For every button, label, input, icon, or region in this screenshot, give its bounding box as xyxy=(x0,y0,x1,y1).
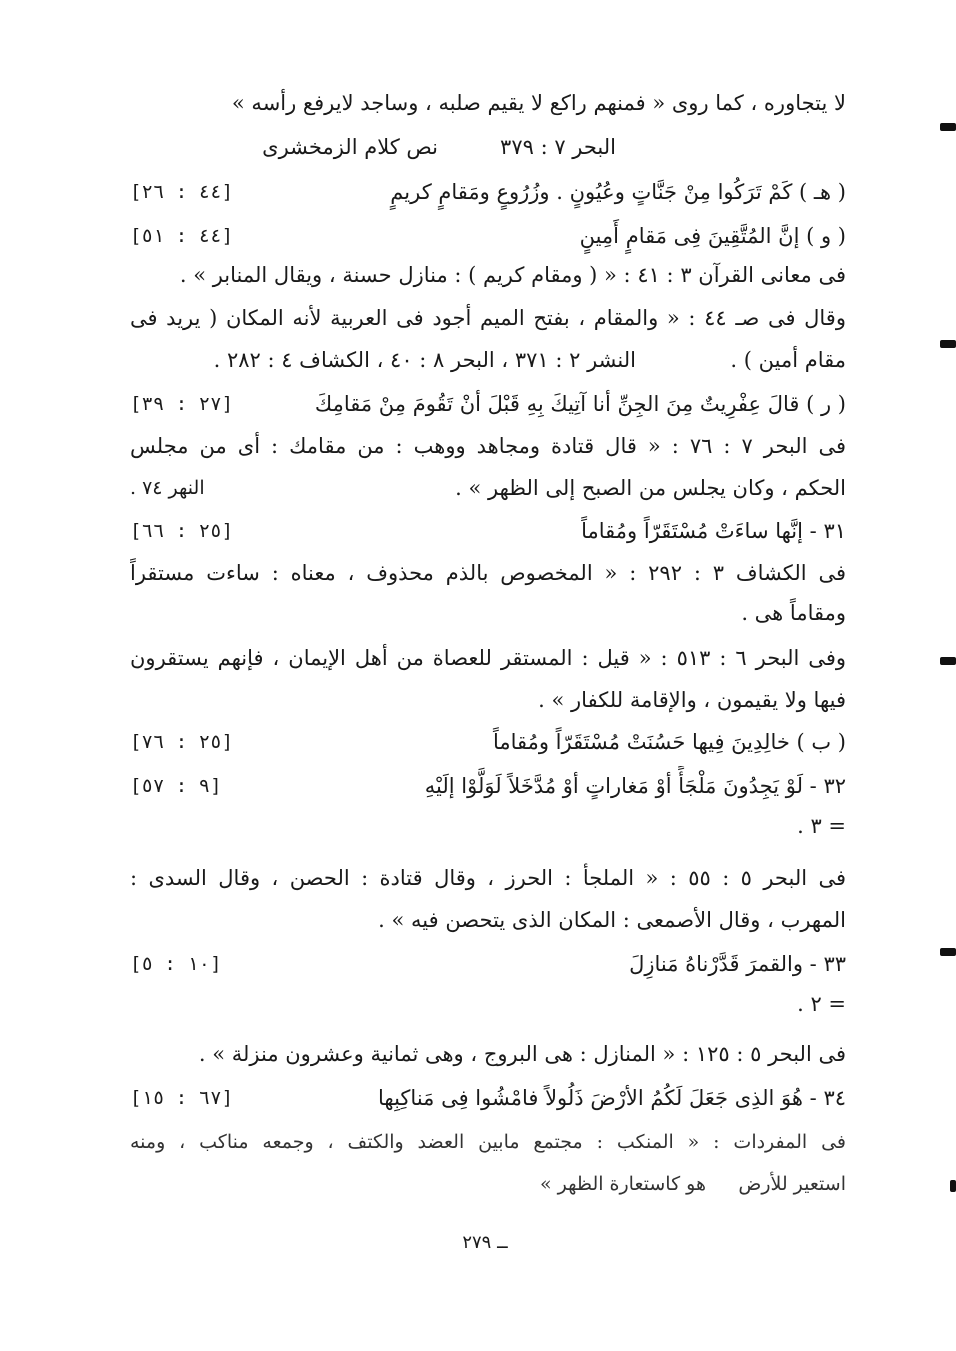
verse-line-34 xyxy=(130,1078,846,1118)
verse-text: ( هـ ) كَمْ تَرَكُوا مِنْ جَنَّاتٍ وعُيُونٍ . وزُرُوعٍ ومَقامٍ كريمٍ xyxy=(390,180,846,204)
verse-reference: [٢٥ : ٦٦] xyxy=(130,520,234,542)
page-number: ــ ٢٧٩ xyxy=(462,1232,508,1253)
text-line-1: لا يتجاوره ، كما روى « فمنهم راكع لا يقيم صلبه ، وساجد لايرفع رأسه » xyxy=(231,91,846,115)
note-text: الحكم ، وكان يجلس من الصبح إلى الظهر » . xyxy=(455,476,846,500)
text-line-maqaman: ومقاماً هى . xyxy=(741,601,846,625)
note-text-tail: هو كاستعارة الظهر » xyxy=(539,1173,706,1195)
verse-line-w xyxy=(130,216,846,256)
text-line-kashshaf: فى الكشاف ٣ : ٢٩٢ : « المخصوص بالذم محذوف ، معناه : ساءت مستقراً xyxy=(130,561,846,585)
count-line-3: = ٣ . xyxy=(797,814,846,838)
text-line-bahr-125: فى البحر ٥ : ١٢٥ : « المنازل : هى البروج ، وهى ثمانية وعشرون منزلة » . xyxy=(198,1042,846,1066)
verse-reference: [٢٥ : ٧٦] xyxy=(130,731,234,753)
margin-mark xyxy=(940,657,956,665)
verse-text: ٣١ - إنَّها ساءَتْ مُسْتَقَرّاً ومُقاماً xyxy=(581,519,846,543)
verse-reference: [٩ : ٥٧] xyxy=(130,775,222,797)
verse-text: ( ر ) قالَ عِفْرِيتٌ مِنَ الجِنِّ أنا آتِيكَ بِهِ قَبْلَ أنْ تَقُومَ مِنْ مَقامِكَ xyxy=(314,392,846,416)
verse-line-33 xyxy=(130,944,846,984)
text-line-qal: وقال فى صـ ٤٤ : « والمقام ، بفتح الميم أجود فى العربية لأنه المكان ( يريد فى xyxy=(130,306,846,330)
verse-line-r xyxy=(130,384,846,424)
text-line-mufradat: فى المفردات : « المنكب : مجتمع مابين العضد والكتف ، وجمعه مناكب ، ومنه xyxy=(130,1131,846,1153)
verse-text: ( و ) إنَّ المُتَّقِينَ فِى مَقامٍ أَمِينٍ xyxy=(579,224,846,248)
note-text: استعير للأرض xyxy=(738,1173,846,1195)
verse-reference: [٤٤ : ٥١] xyxy=(130,225,234,247)
majlis-line xyxy=(130,468,846,508)
text-line-fiha: فيها ولا يقيمون ، والإقامة للكفار » . xyxy=(538,688,846,712)
verse-line-32 xyxy=(130,766,846,806)
verse-text: ٣٤ - هُوَ الذِى جَعَلَ لَكُمُ الأرْضَ ذَلُولاً فامْشُوا فِى مَناكِبِها xyxy=(378,1086,846,1110)
margin-mark xyxy=(940,948,956,956)
source-note: نص كلام الزمخشرى xyxy=(262,135,438,159)
verse-line-b xyxy=(130,722,846,762)
text-line-maani: فى معانى القرآن ٣ : ٤١ : « ( ومقام كريم ) : منازل حسنة ، ويقال المنابر » . xyxy=(179,263,846,287)
verse-reference: [٤٤ : ٢٦] xyxy=(130,181,234,203)
margin-mark xyxy=(940,340,956,348)
text-line-bahr-76: فى البحر ٧ : ٧٦ : « قال قتادة ومجاهد ووهب : من مقامك : أى من مجلس xyxy=(130,434,846,458)
verse-reference: [١٠ : ٥] xyxy=(130,953,222,975)
source-reference: النشر ٢ : ٣٧١ ، البحر ٨ : ٤٠ ، الكشاف ٤ : ٢٨٢ . xyxy=(213,348,636,372)
text-line-bahr-55: فى البحر ٥ : ٥٥ : « الملجأ : الحرز ، وقال قتادة : الحصن ، وقال السدى : xyxy=(130,866,846,890)
verse-line-31 xyxy=(130,511,846,551)
maqam-amin-line xyxy=(130,340,846,380)
verse-reference: [٢٧ : ٣٩] xyxy=(130,393,234,415)
verse-reference: [٦٧ : ١٥] xyxy=(130,1087,234,1109)
count-line-2: = ٢ . xyxy=(797,992,846,1016)
source-reference: البحر ٧ : ٣٧٩ xyxy=(500,135,616,159)
note-text: مقام أمين ) . xyxy=(730,348,846,372)
verse-line-h xyxy=(130,172,846,212)
verse-text: ٣٢ - لَوْ يَجِدُونَ مَلْجَأً أوْ مَغاراتٍ أوْ مُدَّخَلاً لَوَلَّوْا إلَيْهِ xyxy=(424,774,846,798)
verse-text: ( ب ) خالِدِينَ فِيها حَسُنَتْ مُسْتَقَرّاً ومُقاماً xyxy=(492,730,846,754)
source-reference: النهر ٧٤ . xyxy=(130,477,205,499)
source-note-line xyxy=(130,127,846,167)
text-line-bahr-513: وفى البحر ٦ : ٥١٣ : « قيل : المستقر للعصاة من أهل الإيمان ، فإنهم يستقرون xyxy=(130,646,846,670)
margin-mark xyxy=(950,1180,956,1192)
margin-mark xyxy=(940,123,956,131)
verse-text: ٣٣ - والقمرَ قَدَّرْناهُ مَنازِلَ xyxy=(629,952,846,976)
text-line-mahrab: المهرب ، وقال الأصمعى : المكان الذى يتحصن فيه » . xyxy=(378,908,846,932)
text-line-istuir xyxy=(130,1164,846,1204)
